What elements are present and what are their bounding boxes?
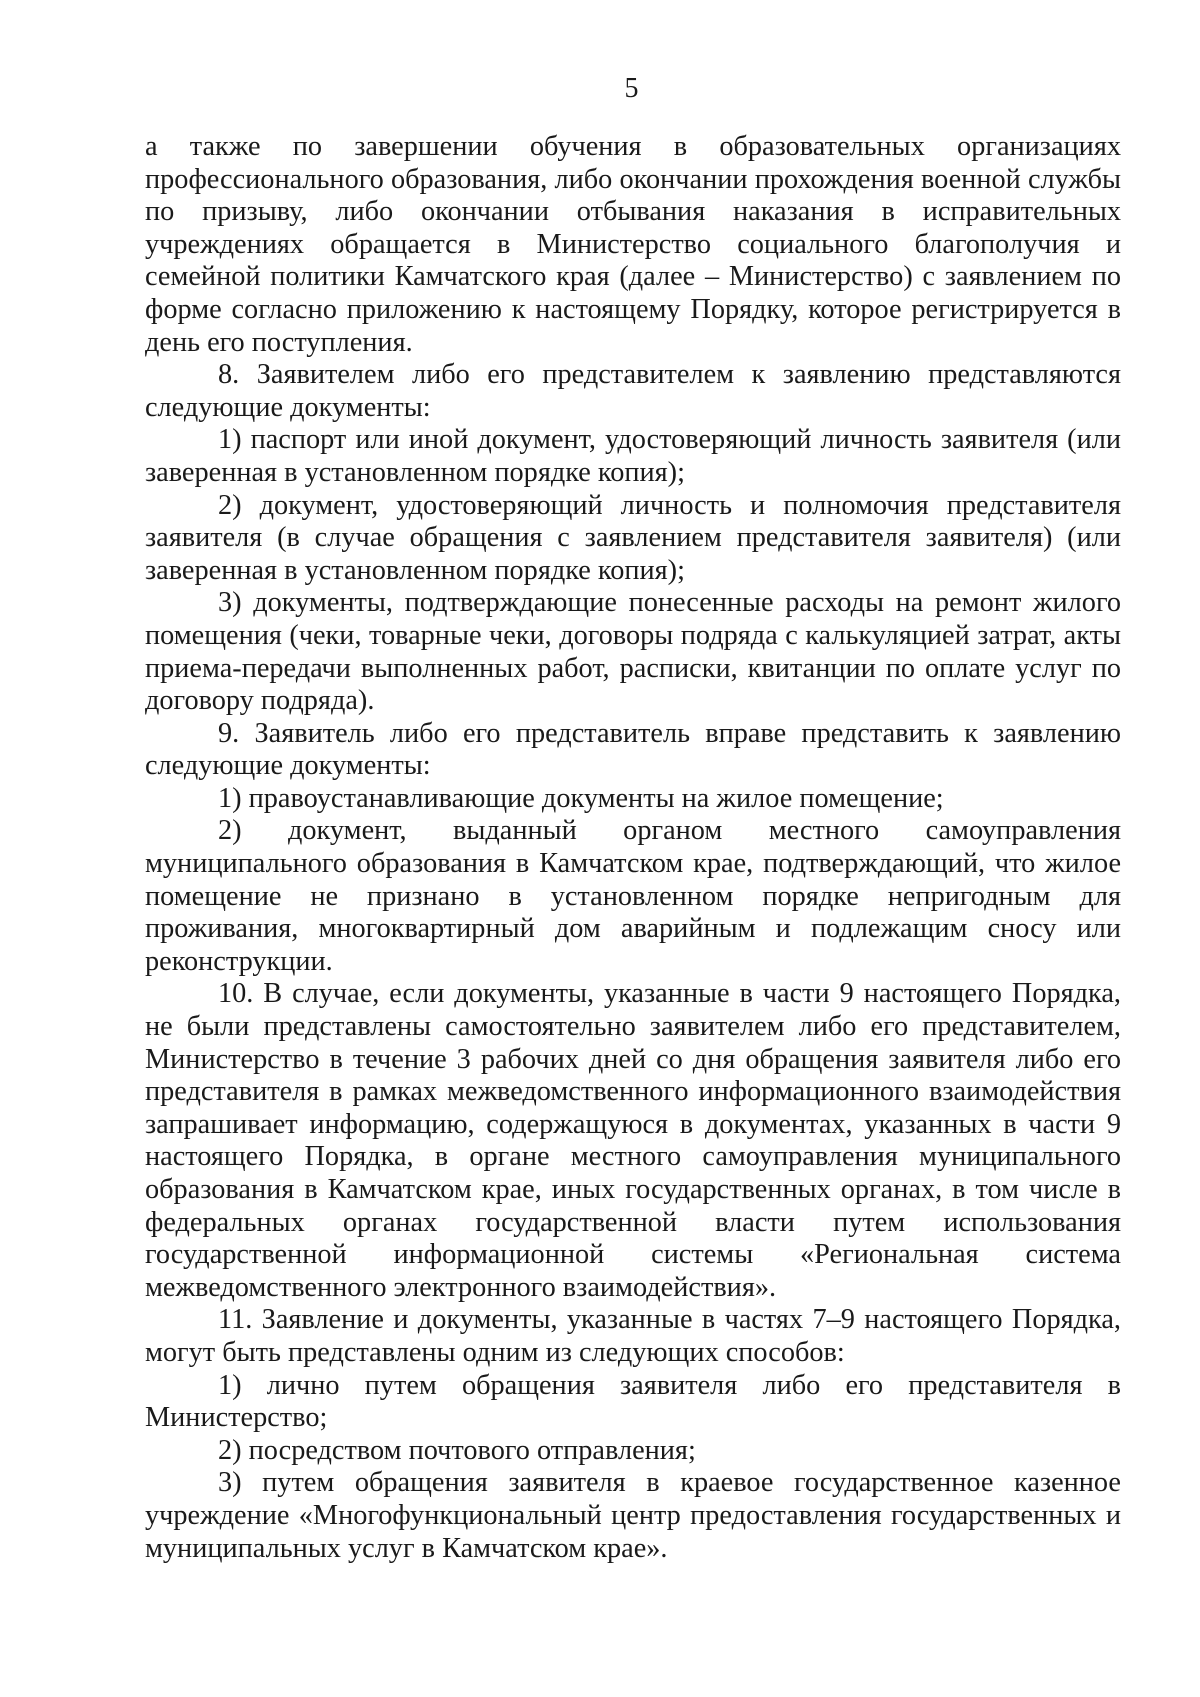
paragraph: 9. Заявитель либо его представитель вправе представить к заявлению следующие документы:	[145, 717, 1121, 782]
paragraph: 10. В случае, если документы, указанные в части 9 настоящего Порядка, не были представлены самостоятельно заявителем либо его представителем, Министерство в течение 3 рабочих дней со дня обращения заявителя либо его представителя в рамках межведомственного информационного взаимодействия запрашивает информацию, содержащуюся в документах, указанных в части 9 настоящего Порядка, в органе местного самоуправления муниципального образования в Камчатском крае, иных государственных органах, в том числе в федеральных органах государственной власти путем использования государственной информационной системы «Региональная система межведомственного электронного взаимодействия».	[145, 978, 1121, 1303]
paragraph: 3) документы, подтверждающие понесенные расходы на ремонт жилого помещения (чеки, товарные чеки, договоры подряда с калькуляцией затрат, акты приема-передачи выполненных работ, расписки, квитанции по оплате услуг по договору подряда).	[145, 587, 1121, 717]
paragraph: 1) правоустанавливающие документы на жилое помещение;	[218, 782, 944, 814]
paragraph: 2) посредством почтового отправления;	[218, 1434, 696, 1466]
paragraph: 2) документ, выданный органом местного самоуправления муниципального образования в Камчатском крае, подтверждающий, что жилое помещение не признано в установленном порядке непригодным для проживания, многоквартирный дом аварийным и подлежащим сносу или реконструкции.	[145, 815, 1121, 977]
page-number: 5	[624, 73, 639, 104]
paragraph: 1) лично путем обращения заявителя либо его представителя в Министерство;	[145, 1369, 1121, 1434]
paragraph: 3) путем обращения заявителя в краевое государственное казенное учреждение «Многофункциональный центр предоставления государственных и муниципальных услуг в Камчатском крае».	[145, 1467, 1121, 1564]
paragraph: 2) документ, удостоверяющий личность и полномочия представителя заявителя (в случае обращения с заявлением представителя заявителя) (или заверенная в установленном порядке копия);	[145, 489, 1121, 586]
paragraph: 1) паспорт или иной документ, удостоверяющий личность заявителя (или заверенная в установленном порядке копия);	[145, 424, 1121, 488]
paragraph: а также по завершении обучения в образовательных организациях профессионального образования, либо окончании прохождения военной службы по призыву, либо окончании отбывания наказания в исправительных учреждениях обращается в Министерство социального благополучия и семейной политики Камчатского края (далее – Министерство) с заявлением по форме согласно приложению к настоящему Порядку, которое регистрируется в день его поступления.	[145, 131, 1121, 358]
document-body	[145, 131, 1121, 1565]
paragraph: 8. Заявителем либо его представителем к заявлению представляются следующие документы:	[145, 359, 1121, 423]
paragraph: 11. Заявление и документы, указанные в частях 7–9 настоящего Порядка, могут быть представлены одним из следующих способов:	[145, 1304, 1121, 1368]
